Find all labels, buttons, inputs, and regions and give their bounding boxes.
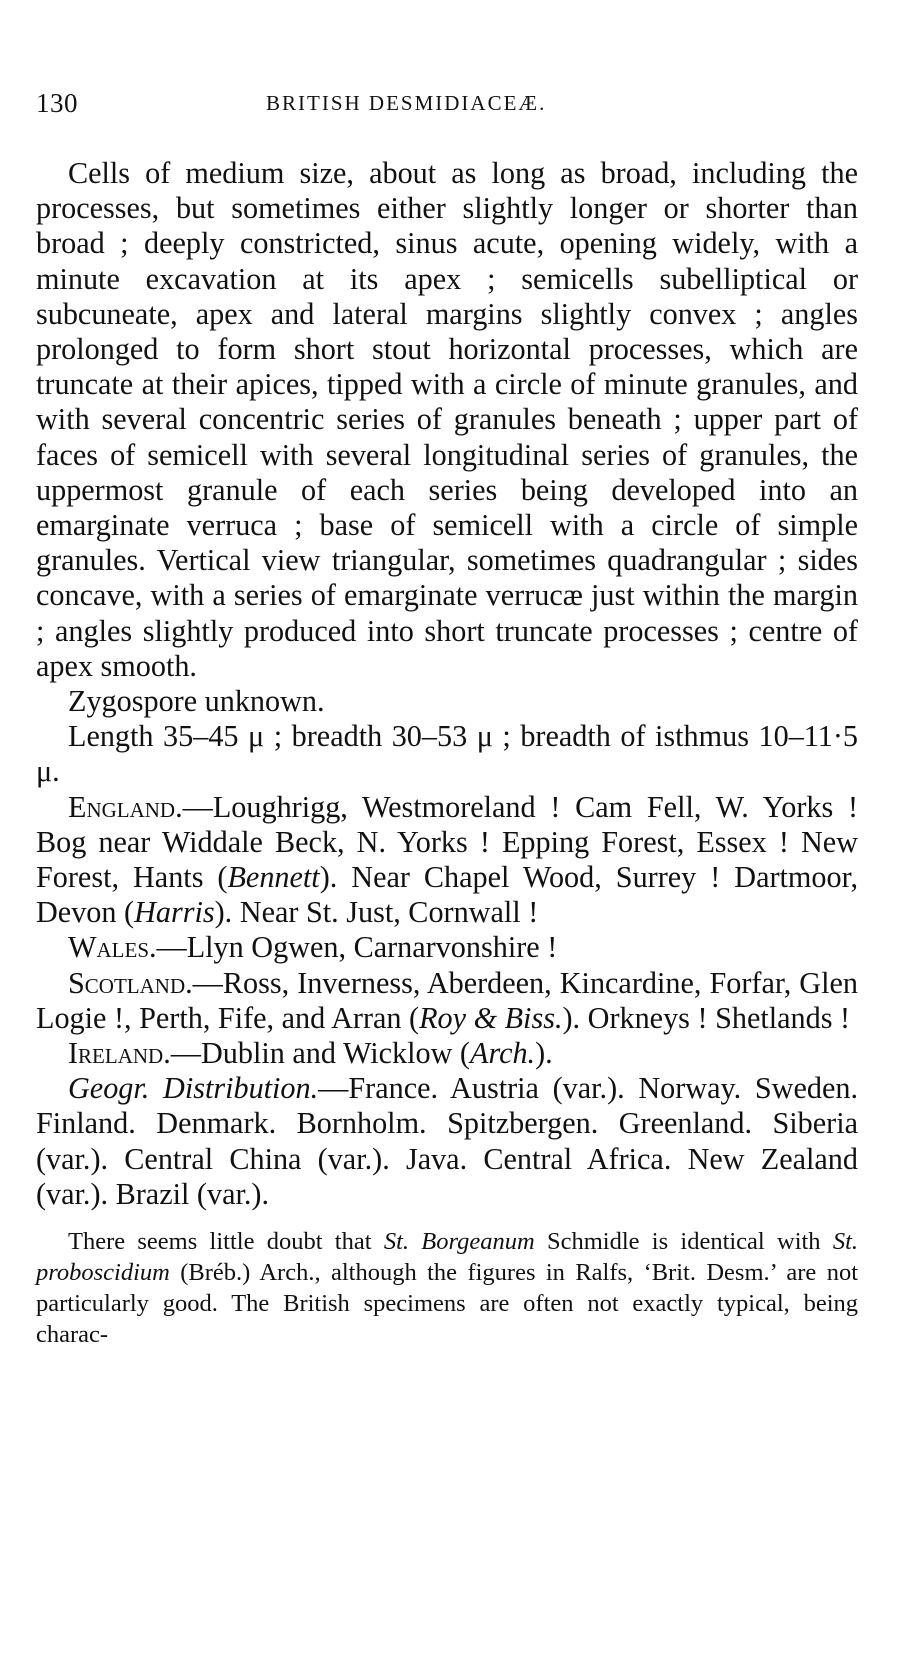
wales-label: Wales. bbox=[68, 930, 157, 965]
england-authority-a: Bennett bbox=[227, 860, 320, 895]
note-text-b: Schmidle is identical with bbox=[534, 1228, 833, 1256]
measurements-paragraph: Length 35–45 μ ; breadth 30–53 μ ; breadth of isthmus 10–11·5 μ. bbox=[36, 719, 858, 789]
page-header bbox=[36, 88, 858, 128]
book-page bbox=[36, 88, 858, 1350]
scotland-label: Scotland. bbox=[68, 965, 193, 1000]
england-text-b: ). Near Chapel Wood, Surrey ! Dartmoor, Devon ( bbox=[36, 860, 858, 930]
zygospore-paragraph: Zygospore unknown. bbox=[68, 684, 325, 719]
distribution-label: Geogr. Distribution. bbox=[68, 1071, 319, 1106]
ireland-text-b: ). bbox=[535, 1036, 553, 1071]
note-species-a: St. Borgeanum bbox=[383, 1228, 535, 1256]
england-text-c: ). Near St. Just, Cornwall ! bbox=[214, 895, 539, 930]
distribution-paragraph bbox=[36, 1071, 858, 1212]
description-paragraph: Cells of medium size, about as long as broad, including the processes, but sometimes either slightly longer or shorter than broad ; deeply constricted, sinus acute, opening widely, with a minute excavation at its apex ; semicells subelliptical or subcuneate, apex and lateral margins slightly convex ; angles prolonged to form short stout horizontal processes, which are truncate at their apices, tipped with a circle of minute granules, and with several concentric series of granules beneath ; upper part of faces of semicell with several longitudinal series of granules, the uppermost granule of each series being developed into an emarginate verruca ; base of semicell with a circle of simple granules. Vertical view triangular, sometimes quadrangular ; sides concave, with a series of emarginate verrucæ just within the margin ; angles slightly produced into short truncate processes ; centre of apex smooth. bbox=[36, 156, 858, 683]
england-authority-b: Harris bbox=[134, 895, 215, 930]
england-label: England. bbox=[68, 789, 183, 824]
england-text-a: —Loughrigg, Westmoreland ! Cam Fell, W. Yorks ! Bog near Widdale Beck, N. Yorks ! Epping Forest, Essex ! New Forest, Hants ( bbox=[36, 789, 858, 895]
note-text-a: There seems little doubt that bbox=[68, 1228, 384, 1256]
main-text bbox=[36, 156, 858, 1212]
distribution-text: —France. Austria (var.). Norway. Sweden. Finland. Denmark. Bornholm. Spitzbergen. Greenland. Siberia (var.). Central China (var.). Java. Central Africa. New Zealand (var.). Brazil (var.). bbox=[36, 1071, 858, 1211]
note-text bbox=[36, 1226, 858, 1350]
page-number: 130 bbox=[36, 88, 78, 118]
scotland-text-b: ). Orkneys ! Shetlands ! bbox=[562, 1000, 851, 1035]
scotland-text-a: —Ross, Inverness, Aberdeen, Kincardine, Forfar, Glen Logie !, Perth, Fife, and Arran ( bbox=[36, 965, 858, 1035]
scotland-authority: Roy & Biss. bbox=[419, 1000, 563, 1035]
ireland-authority: Arch. bbox=[470, 1036, 536, 1071]
ireland-paragraph bbox=[36, 1036, 858, 1071]
ireland-text-a: —Dublin and Wicklow ( bbox=[170, 1036, 470, 1071]
note-species-b: St. proboscidium bbox=[36, 1228, 859, 1287]
england-paragraph bbox=[36, 790, 858, 931]
running-head: BRITISH DESMIDIACEÆ. bbox=[266, 91, 547, 115]
ireland-label: Ireland. bbox=[68, 1036, 171, 1071]
note-paragraph bbox=[36, 1226, 858, 1350]
wales-paragraph bbox=[36, 930, 858, 965]
wales-text: —Llyn Ogwen, Carnarvonshire ! bbox=[156, 930, 558, 965]
scotland-paragraph bbox=[36, 966, 858, 1036]
note-text-c: (Bréb.) Arch., although the figures in Ralfs, ‘Brit. Desm.’ are not particularly good. The British specimens are often not exactly typical, being charac- bbox=[36, 1259, 858, 1349]
